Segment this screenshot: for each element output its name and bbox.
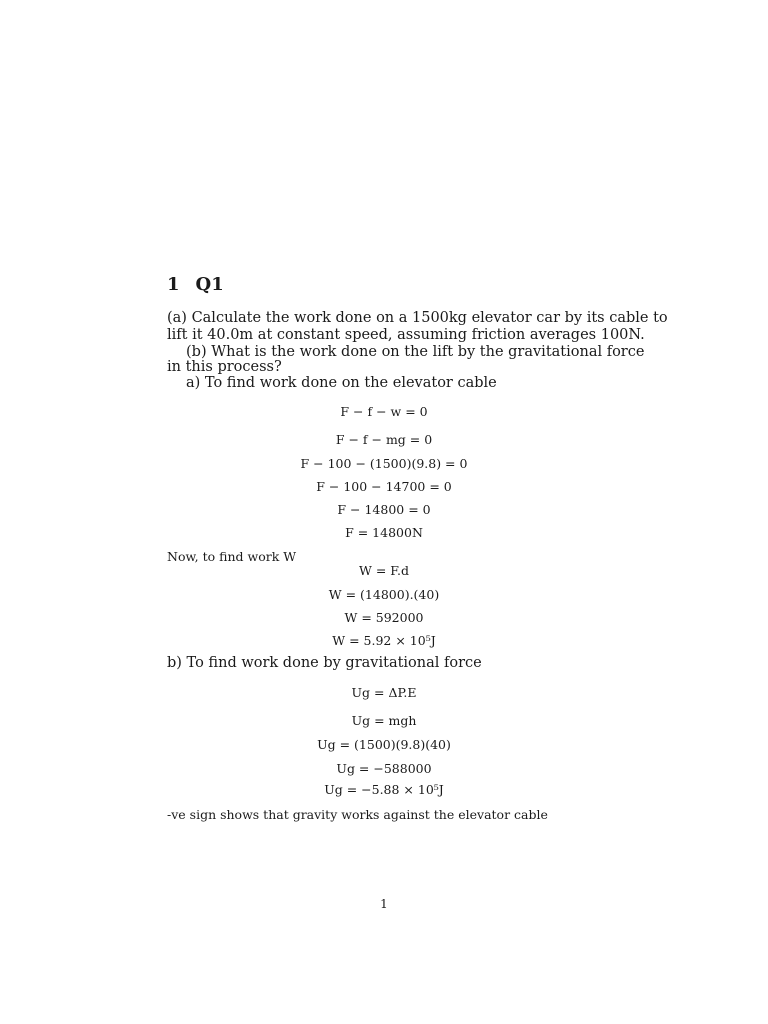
section-heading bbox=[167, 274, 224, 295]
question-part-a-line-2: lift it 40.0m at constant speed, assuming friction averages 100N. bbox=[167, 327, 645, 343]
equation: Ug = mgh bbox=[351, 713, 417, 728]
equation: W = 592000 bbox=[344, 610, 424, 625]
section-title: Q1 bbox=[195, 274, 224, 295]
equation: Ug = −588000 bbox=[336, 761, 432, 776]
equation: F = 14800N bbox=[345, 525, 423, 540]
section-number: 1 bbox=[167, 274, 180, 295]
equation: Ug = −5.88 × 10⁵J bbox=[324, 782, 444, 797]
equation: W = (14800).(40) bbox=[328, 587, 440, 602]
work-intro-text: Now, to find work W bbox=[167, 549, 297, 564]
equation: F − f − w = 0 bbox=[340, 404, 428, 419]
equation: F − f − mg = 0 bbox=[335, 432, 433, 447]
equation: Ug = (1500)(9.8)(40) bbox=[317, 737, 451, 752]
equation: W = 5.92 × 10⁵J bbox=[332, 633, 436, 648]
equation: F − 100 − (1500)(9.8) = 0 bbox=[300, 456, 468, 471]
equation: F − 14800 = 0 bbox=[337, 502, 431, 517]
question-part-b-line-2: in this process? bbox=[167, 359, 282, 375]
question-part-a-line-1: (a) Calculate the work done on a 1500kg elevator car by its cable to bbox=[167, 310, 668, 326]
page-number: 1 bbox=[380, 897, 388, 911]
question-part-b-line-1: (b) What is the work done on the lift by the gravitational force bbox=[186, 344, 645, 360]
equation: Ug = ΔP.E bbox=[351, 685, 417, 700]
solution-a-heading: a) To find work done on the elevator cable bbox=[186, 375, 497, 391]
solution-b-heading: b) To find work done by gravitational force bbox=[167, 655, 482, 671]
sign-note: -ve sign shows that gravity works against the elevator cable bbox=[167, 807, 548, 822]
equation: F − 100 − 14700 = 0 bbox=[316, 479, 452, 494]
equation: W = F.d bbox=[359, 563, 409, 578]
